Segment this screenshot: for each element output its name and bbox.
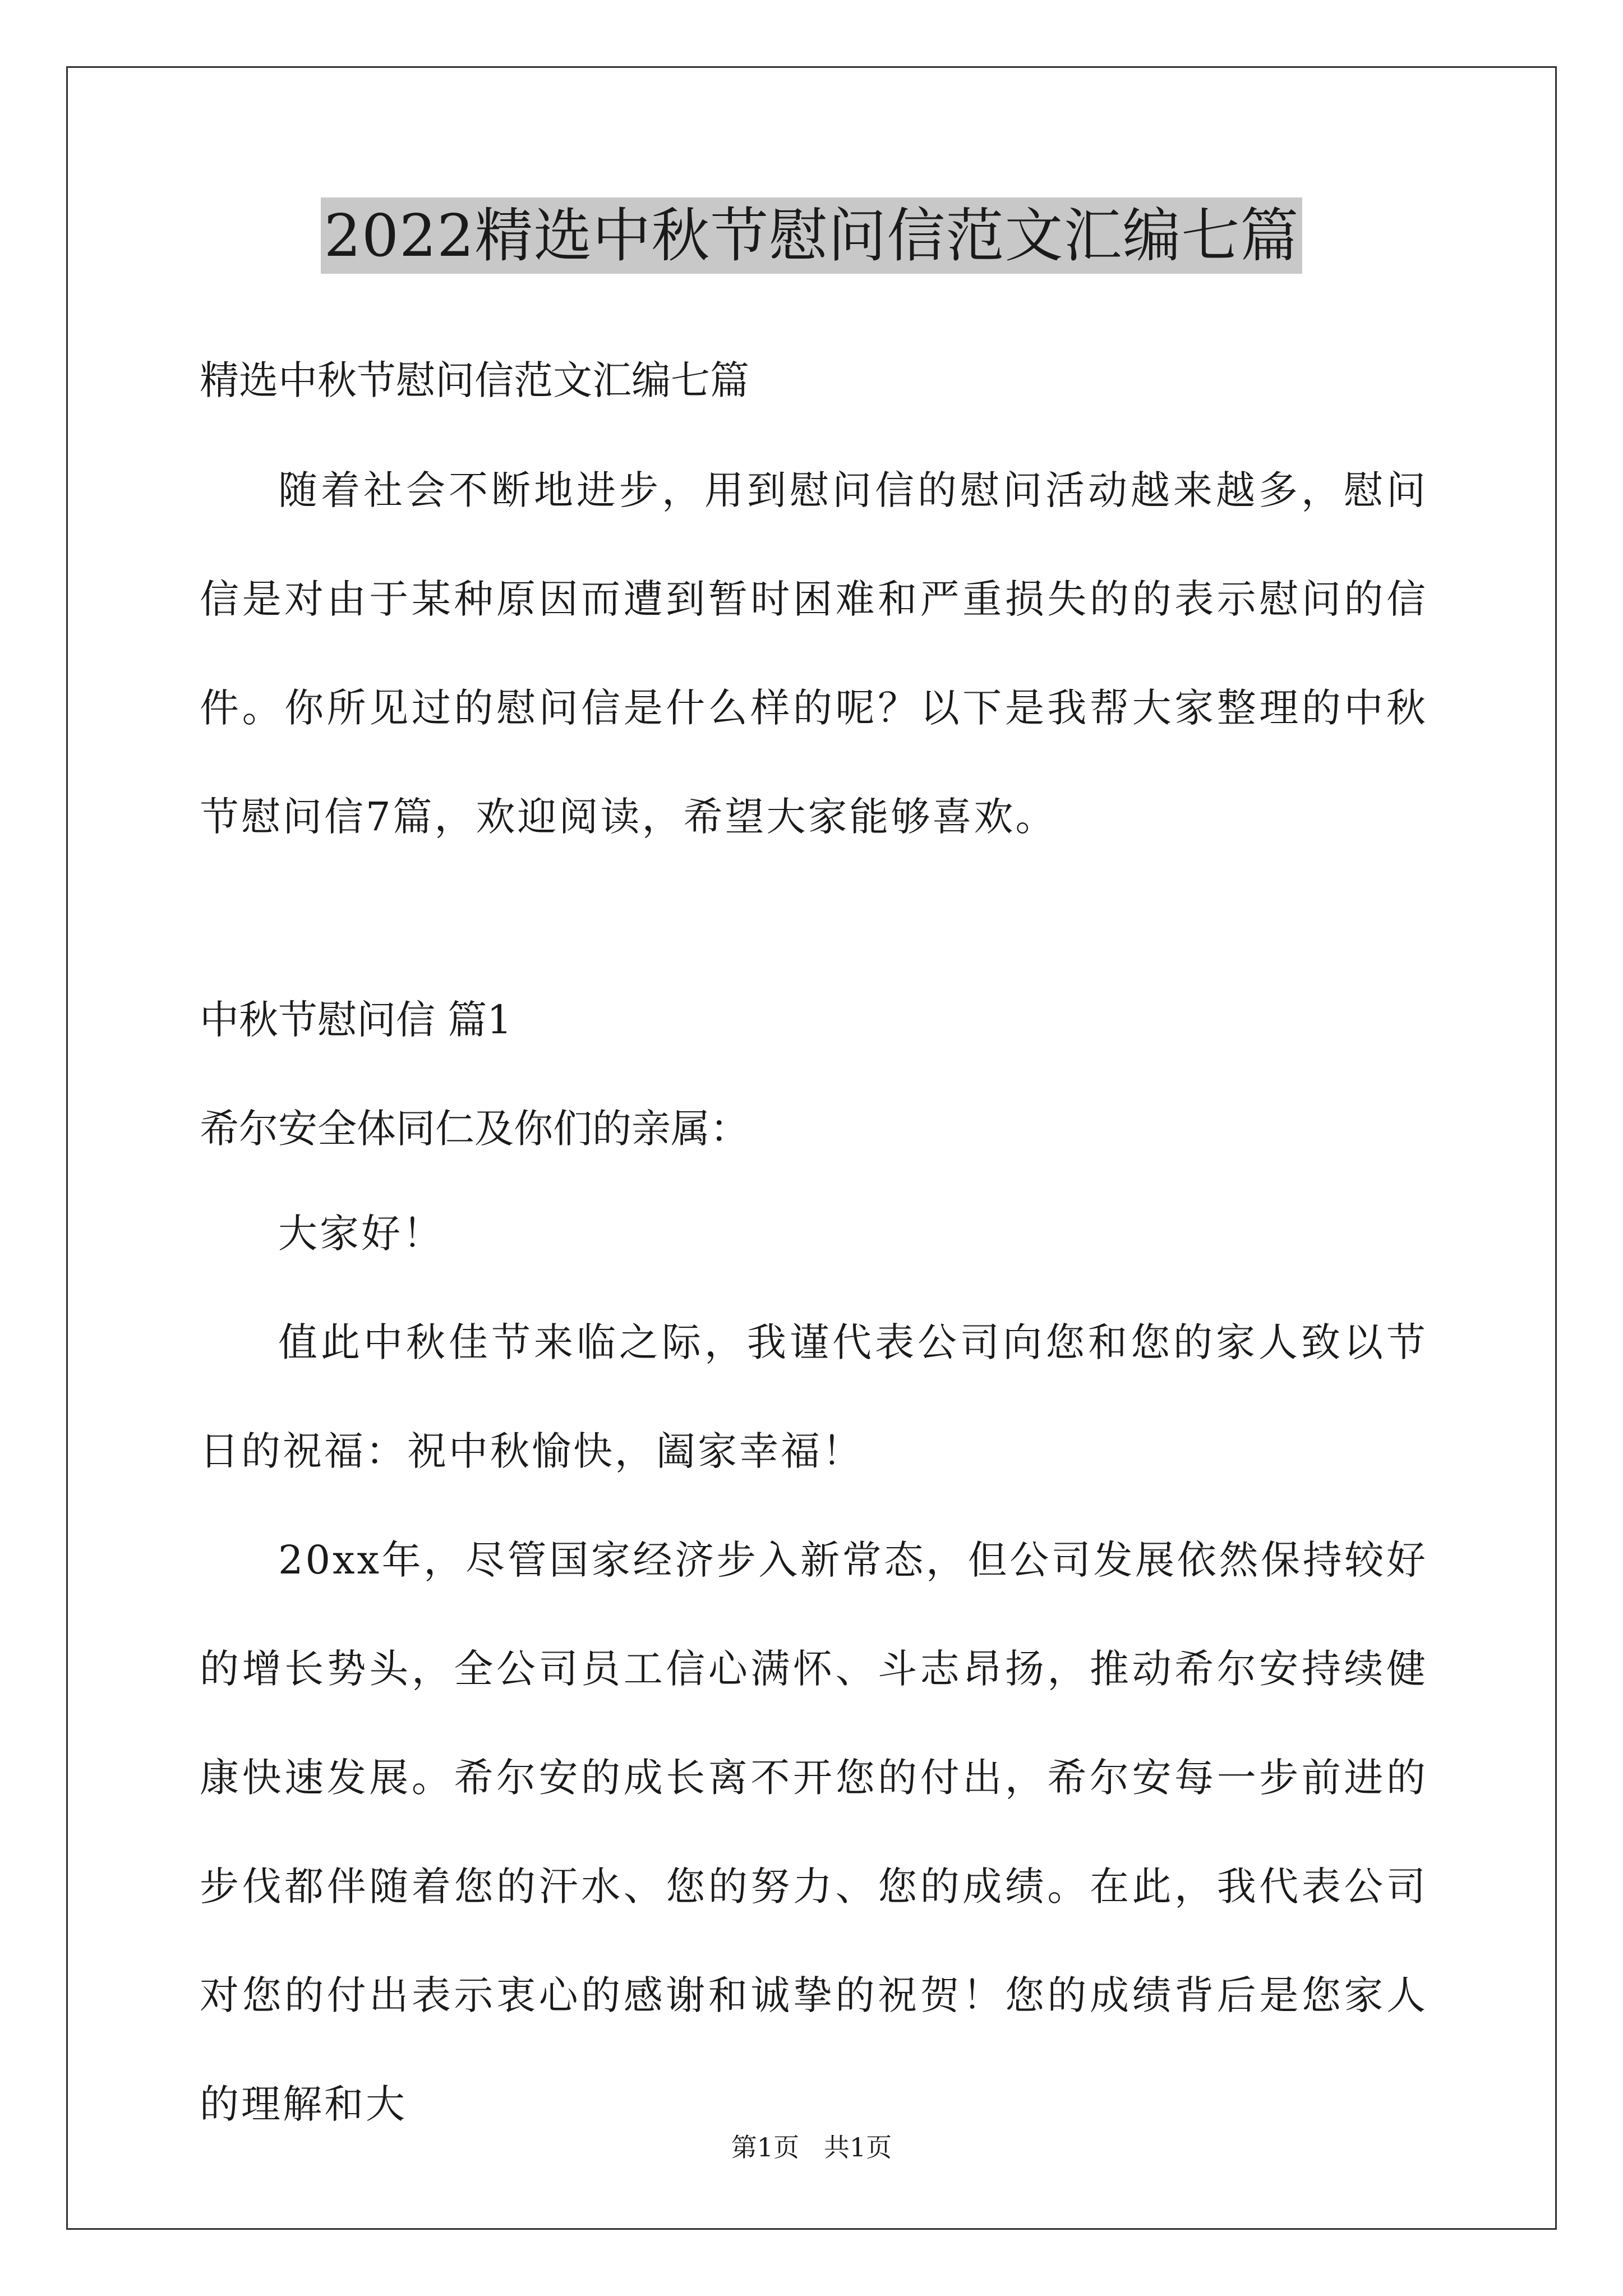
salutation: 希尔安全体同仁及你们的亲属： <box>200 1106 749 1152</box>
body-paragraph-1: 值此中秋佳节来临之际，我谨代表公司向您和您的家人致以节日的祝福：祝中秋愉快，阖家幸福！ <box>200 1319 1428 1474</box>
page-footer: 第1页 共1页 <box>731 2132 892 2162</box>
title-container <box>0 197 1623 274</box>
intro-paragraph: 随着社会不断地进步，用到慰问信的慰问活动越来越多，慰问信是对由于某种原因而遭到暂时困难和严重损失的的表示慰问的信件。你所见过的慰问信是什么样的呢？以下是我帮大家整理的中秋节慰问信7篇，欢迎阅读，希望大家能够喜欢。 <box>200 467 1428 840</box>
document-title: 2022精选中秋节慰问信范文汇编七篇 <box>321 197 1303 274</box>
body-paragraph-2: 20xx年，尽管国家经济步入新常态，但公司发展依然保持较好的增长势头，全公司员工信心满怀、斗志昂扬，推动希尔安持续健康快速发展。希尔安的成长离不开您的付出，希尔安每一步前进的步伐都伴随着您的汗水、您的努力、您的成绩。在此，我代表公司对您的付出表示衷心的感谢和诚挚的祝贺！您的成绩背后是您家人的理解和大 <box>200 1537 1428 2127</box>
greeting: 大家好！ <box>278 1211 444 1257</box>
section-heading: 中秋节慰问信 篇1 <box>200 997 512 1043</box>
document-subtitle: 精选中秋节慰问信范文汇编七篇 <box>200 357 749 403</box>
